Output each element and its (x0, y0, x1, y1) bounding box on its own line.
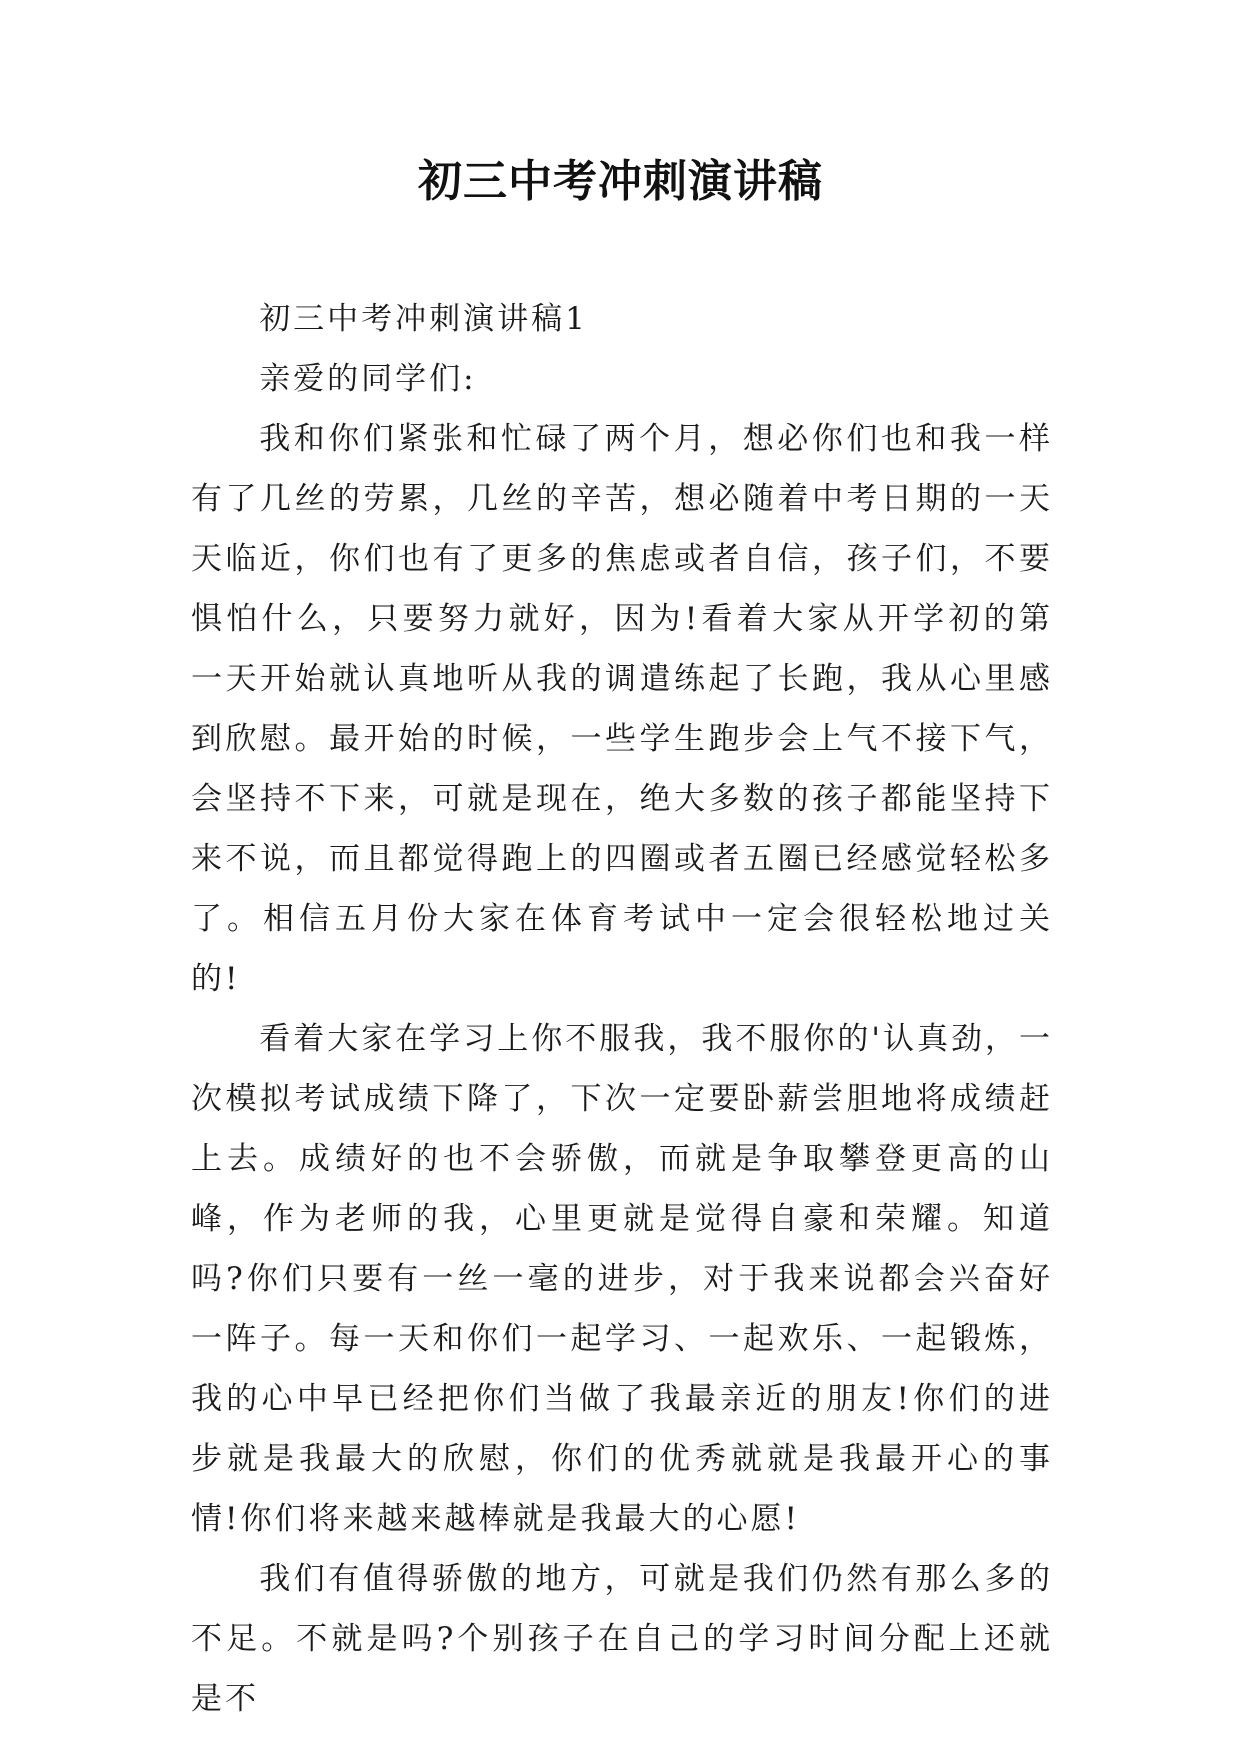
document-body (191, 289, 1053, 1729)
document-title: 初三中考冲刺演讲稿 (418, 156, 823, 207)
paragraph: 我和你们紧张和忙碌了两个月，想必你们也和我一样有了几丝的劳累，几丝的辛苦，想必随着中考日期的一天天临近，你们也有了更多的焦虑或者自信，孩子们，不要惧怕什么，只要努力就好，因为!看着大家从开学初的第一天开始就认真地听从我的调遣练起了长跑，我从心里感到欣慰。最开始的时候，一些学生跑步会上气不接下气，会坚持不下来，可就是现在，绝大多数的孩子都能坚持下来不说，而且都觉得跑上的四圈或者五圈已经感觉轻松多了。相信五月份大家在体育考试中一定会很轻松地过关的! (191, 421, 1053, 997)
paragraph-salutation: 亲爱的同学们: (259, 361, 477, 397)
paragraph: 看着大家在学习上你不服我，我不服你的'认真劲，一次模拟考试成绩下降了，下次一定要卧薪尝胆地将成绩赶上去。成绩好的也不会骄傲，而就是争取攀登更高的山峰，作为老师的我，心里更就是觉得自豪和荣耀。知道吗?你们只要有一丝一毫的进步，对于我来说都会兴奋好一阵子。每一天和你们一起学习、一起欢乐、一起锻炼，我的心中早已经把你们当做了我最亲近的朋友!你们的进步就是我最大的欣慰，你们的优秀就就是我最开心的事情!你们将来越来越棒就是我最大的心愿! (191, 1021, 1053, 1537)
paragraph-heading: 初三中考冲刺演讲稿1 (259, 301, 588, 337)
paragraph: 我们有值得骄傲的地方，可就是我们仍然有那么多的不足。不就是吗?个别孩子在自己的学习时间分配上还就是不 (191, 1561, 1053, 1717)
